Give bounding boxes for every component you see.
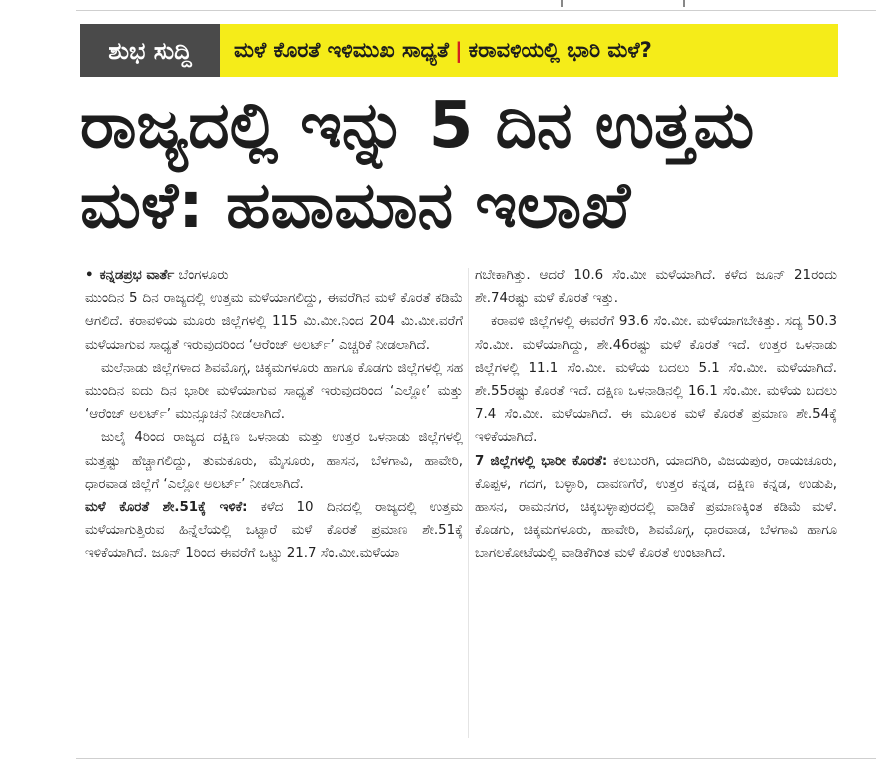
paragraph: ಗಬೇಕಾಗಿತ್ತು. ಆದರೆ 10.6 ಸೆಂ.ಮೀ ಮಳೆಯಾಗಿದೆ. ಕಳೆದ ಜೂನ್ 21ರಂದು ಶೇ.74ರಷ್ಟು ಮಳೆ ಕೊರತೆ ಇತ್ತು. xyxy=(475,268,837,307)
article-headline xyxy=(80,86,840,246)
paragraph: ಮುಂದಿನ 5 ದಿನ ರಾಜ್ಯದಲ್ಲಿ ಉತ್ತಮ ಮಳೆಯಾಗಲಿದ್ದು, ಈವರೆಗಿನ ಮಳೆ ಕೊರತೆ ಕಡಿಮೆ ಆಗಲಿದೆ. ಕರಾವಳಿಯ ಮೂರು ಜಿಲ್ಲೆಗಳಲ್ಲಿ 115 ಮಿ.ಮೀ.ನಿಂದ 204 ಮಿ.ಮೀ.ವರೆಗೆ ಮಳೆಯಾಗುವ ಸಾಧ್ಯತೆ ಇರುವುದರಿಂದ ‘ಆರೆಂಜ್ ಅಲರ್ಟ್’ ಎಚ್ಚರಿಕೆ ನೀಡಲಾಗಿದೆ. xyxy=(85,291,463,353)
headline-line-1: ರಾಜ್ಯದಲ್ಲಿ ಇನ್ನು 5 ದಿನ ಉತ್ತಮ xyxy=(80,89,755,163)
paragraph-body: ಕಳೆದ 10 ದಿನದಲ್ಲಿ ರಾಜ್ಯದಲ್ಲಿ ಉತ್ತಮ ಮಳೆಯಾಗುತ್ತಿರುವ ಹಿನ್ನೆಲೆಯಲ್ಲಿ ಒಟ್ಟಾರೆ ಮಳೆ ಕೊರತೆ ಪ್ರಮಾಣ ಶೇ.51ಕ್ಕೆ ಇಳಿಕೆಯಾಗಿದೆ. ಜೂನ್ 1ರಿಂದ ಈವರೆಗೆ ಒಟ್ಟು 21.7 ಸೆಂ.ಮೀ.ಮಳೆಯಾ xyxy=(85,500,463,562)
kicker-label: ಶುಭ ಸುದ್ದಿ xyxy=(80,24,220,77)
kicker-headline-b: ಕರಾವಳಿಯಲ್ಲಿ ಭಾರಿ ಮಳೆ? xyxy=(468,38,652,62)
article-column-left xyxy=(85,264,463,566)
kicker-headline-a: ಮಳೆ ಕೊರತೆ ಇಳಿಮುಖ ಸಾಧ್ಯತೆ xyxy=(234,38,449,62)
rule-tick xyxy=(683,0,685,7)
rule-tick xyxy=(561,0,563,7)
paragraph: ಕರಾವಳಿ ಜಿಲ್ಲೆಗಳಲ್ಲಿ ಈವರೆಗೆ 93.6 ಸೆಂ.ಮೀ. ಮಳೆಯಾಗಬೇಕಿತ್ತು. ಸದ್ಯ 50.3 ಸೆಂ.ಮೀ. ಮಳೆಯಾಗಿದ್ದು, ಶೇ.46ರಷ್ಟು ಮಳೆ ಕೊರತೆ ಇದೆ. ಉತ್ತರ ಒಳನಾಡು ಜಿಲ್ಲೆಗಳಲ್ಲಿ 11.1 ಸೆಂ.ಮೀ. ಮಳೆಯ ಬದಲು 5.1 ಸೆಂ.ಮೀ. ಮಳೆಯಾಗಿದೆ. ಶೇ.55ರಷ್ಟು ಕೊರತೆ ಇದೆ. ದಕ್ಷಿಣ ಒಳನಾಡಿನಲ್ಲಿ 16.1 ಸೆಂ.ಮೀ. ಮಳೆಯ ಬದಲು 7.4 ಸೆಂ.ಮೀ. ಮಳೆಯಾಗಿದೆ. ಈ ಮೂಲಕ ಮಳೆ ಕೊರತೆ ಪ್ರಮಾಣ ಶೇ.54ಕ್ಕೆ ಇಳಿಕೆಯಾಗಿದೆ. xyxy=(475,314,837,446)
subhead-rain-deficit: ಮಳೆ ಕೊರತೆ ಶೇ.51ಕ್ಕೆ ಇಳಿಕೆ: xyxy=(85,500,248,516)
byline-paper: ಕನ್ನಡಪ್ರಭ ವಾರ್ತೆ xyxy=(99,268,175,283)
kicker-bar xyxy=(80,24,838,77)
top-rule xyxy=(76,0,876,11)
byline xyxy=(85,264,463,287)
paragraph: ಜುಲೈ 4ರಿಂದ ರಾಜ್ಯದ ದಕ್ಷಿಣ ಒಳನಾಡು ಮತ್ತು ಉತ್ತರ ಒಳನಾಡು ಜಿಲ್ಲೆಗಳಲ್ಲಿ ಮತ್ತಷ್ಟು ಹೆಚ್ಚಾಗಲಿದ್ದು, ತುಮಕೂರು, ಮೈಸೂರು, ಹಾಸನ, ಬೆಳಗಾವಿ, ಹಾವೇರಿ, ಧಾರವಾಡ ಜಿಲ್ಲೆಗೆ ‘ಎಲ್ಲೋ ಅಲರ್ಟ್’ ನೀಡಲಾಗಿದೆ. xyxy=(85,430,463,492)
subhead-seven-districts: 7 ಜಿಲ್ಲೆಗಳಲ್ಲಿ ಭಾರೀ ಕೊರತೆ: xyxy=(475,453,608,469)
paragraph: ಮಲೆನಾಡು ಜಿಲ್ಲೆಗಳಾದ ಶಿವಮೊಗ್ಗ, ಚಿಕ್ಕಮಗಳೂರು ಹಾಗೂ ಕೊಡಗು ಜಿಲ್ಲೆಗಳಲ್ಲಿ ಸಹ ಮುಂದಿನ ಐದು ದಿನ ಭಾರೀ ಮಳೆಯಾಗುವ ಸಾಧ್ಯತೆ ಇರುವುದರಿಂದ ‘ಎಲ್ಲೋ’ ಮತ್ತು ‘ಆರೆಂಜ್ ಅಲರ್ಟ್’ ಮುನ್ಸೂಚನೆ ನೀಡಲಾಗಿದೆ. xyxy=(85,360,463,423)
column-divider xyxy=(468,268,469,738)
byline-bullet: • xyxy=(85,268,94,283)
byline-city: ಬೆಂಗಳೂರು xyxy=(178,268,229,283)
bottom-rule xyxy=(76,758,876,759)
paragraph-body: ಕಲಬುರಗಿ, ಯಾದಗಿರಿ, ವಿಜಯಪುರ, ರಾಯಚೂರು, ಕೊಪ್ಪಳ, ಗದಗ, ಬಳ್ಳಾರಿ, ದಾವಣಗೆರೆ, ಉತ್ತರ ಕನ್ನಡ, ದಕ್ಷಿಣ ಕನ್ನಡ, ಉಡುಪಿ, ಹಾಸನ, ರಾಮನಗರ, ಚಿಕ್ಕಬಳ್ಳಾಪುರದಲ್ಲಿ ವಾಡಿಕೆ ಪ್ರಮಾಣಕ್ಕಿಂತ ಕಡಿಮೆ ಮಳೆ. ಕೊಡಗು, ಚಿಕ್ಕಮಗಳೂರು, ಹಾವೇರಿ, ಶಿವಮೊಗ್ಗ, ಧಾರವಾಡ, ಬೆಳಗಾವಿ ಹಾಗೂ ಬಾಗಲಕೋಟೆಯಲ್ಲಿ ವಾಡಿಕೆಗಿಂತ ಮಳೆ ಕೊರತೆ ಉಂಟಾಗಿದೆ. xyxy=(475,453,837,562)
paragraph xyxy=(475,450,837,566)
headline-line-2: ಮಳೆ: ಹವಾಮಾನ ಇಲಾಖೆ xyxy=(80,169,631,243)
kicker-band xyxy=(220,24,838,77)
paragraph xyxy=(85,496,463,566)
kicker-separator: | xyxy=(454,38,463,63)
article-column-right xyxy=(475,264,837,566)
